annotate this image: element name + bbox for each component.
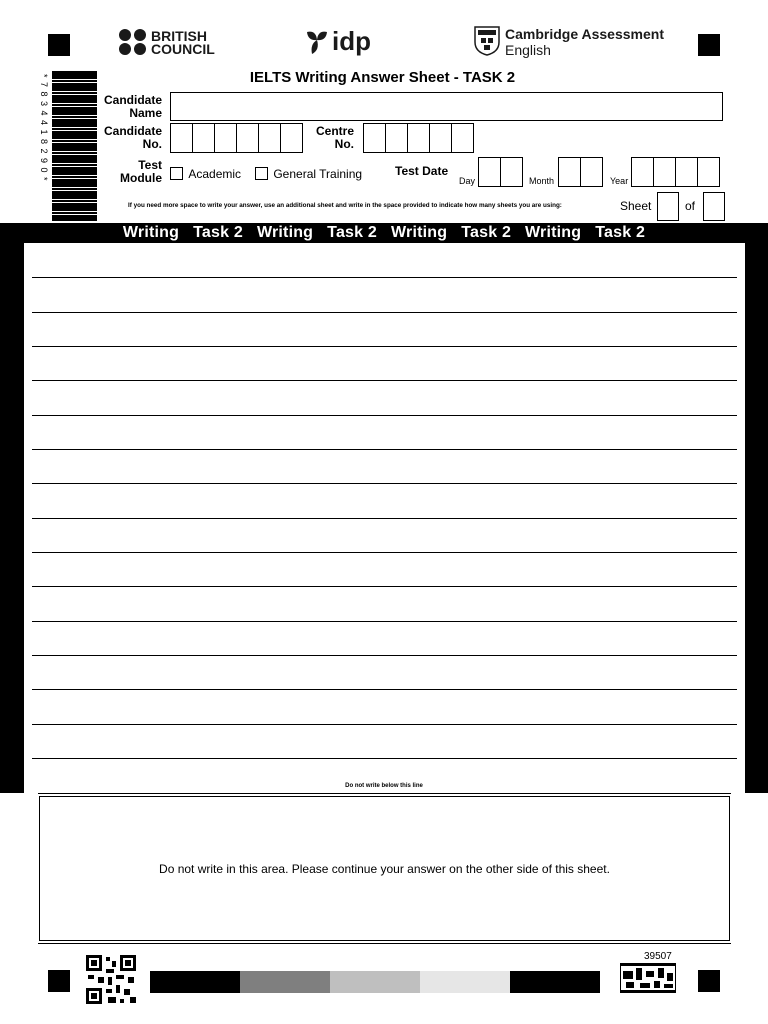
year-cell[interactable] xyxy=(697,157,720,187)
candidate-no-cell[interactable] xyxy=(258,123,281,153)
centre-no-cell[interactable] xyxy=(407,123,430,153)
ruled-line xyxy=(32,312,737,313)
banner-word: Task 2 xyxy=(595,224,646,241)
additional-sheet-instruction: If you need more space to write your answer, use an additional sheet and write in the space provided to indicate how many sheets you are using: xyxy=(128,202,562,209)
centre-no-cell[interactable] xyxy=(429,123,452,153)
cambridge-line1: Cambridge Assessment xyxy=(505,26,664,42)
academic-option[interactable] xyxy=(170,166,241,181)
do-not-write-area-text: Do not write in this area. Please continue your answer on the other side of this sheet. xyxy=(159,861,610,876)
registration-mark-bottom-left xyxy=(48,970,70,992)
banner-word: Writing xyxy=(391,224,448,241)
page-title: IELTS Writing Answer Sheet - TASK 2 xyxy=(249,69,516,86)
vertical-barcode xyxy=(52,71,97,221)
year-cell[interactable] xyxy=(631,157,654,187)
candidate-no-cell[interactable] xyxy=(192,123,215,153)
candidate-no-label-line2: No. xyxy=(142,137,162,151)
centre-no-label xyxy=(300,125,354,151)
general-training-option[interactable] xyxy=(255,166,362,181)
registration-mark-bottom-right xyxy=(698,970,720,992)
registration-mark-top-right xyxy=(698,34,720,56)
ruled-line xyxy=(32,518,737,519)
sheet-total-field[interactable] xyxy=(703,192,725,221)
year-cell[interactable] xyxy=(675,157,698,187)
ruled-line xyxy=(32,621,737,622)
idp-leaf-icon xyxy=(304,28,330,56)
ruled-line xyxy=(32,724,737,725)
candidate-name-label-line2: Name xyxy=(129,106,162,120)
task-banner xyxy=(0,223,768,243)
general-training-label: General Training xyxy=(273,166,363,181)
candidate-no-cell[interactable] xyxy=(236,123,259,153)
british-council-line2: COUNCIL xyxy=(151,41,215,57)
candidate-name-label-line1: Candidate xyxy=(103,93,162,107)
academic-checkbox[interactable] xyxy=(170,167,183,180)
day-cells[interactable] xyxy=(479,157,523,187)
test-module-label xyxy=(96,159,162,185)
centre-no-cells[interactable] xyxy=(364,123,474,153)
divider xyxy=(38,793,731,794)
ruled-line xyxy=(32,586,737,587)
candidate-no-cells[interactable] xyxy=(171,123,303,153)
sheet-label: Sheet xyxy=(620,199,652,213)
registration-mark-top-left xyxy=(48,34,70,56)
banner-word: Task 2 xyxy=(327,224,377,241)
centre-no-cell[interactable] xyxy=(363,123,386,153)
academic-label: Academic xyxy=(188,166,242,181)
candidate-name-label xyxy=(96,94,162,120)
year-label: Year xyxy=(610,176,629,186)
greyscale-patch-mid xyxy=(330,971,420,993)
idp-wordmark: idp xyxy=(332,26,371,56)
cambridge-shield-icon xyxy=(474,26,500,56)
ruled-line xyxy=(32,415,737,416)
divider xyxy=(38,943,731,944)
general-training-checkbox[interactable] xyxy=(255,167,268,180)
cambridge-line2: English xyxy=(505,42,551,58)
day-cell[interactable] xyxy=(478,157,501,187)
banner-word: Writing xyxy=(525,224,582,241)
month-cell[interactable] xyxy=(558,157,581,187)
banner-word: Task 2 xyxy=(461,224,512,241)
banner-word: Writing xyxy=(256,224,314,241)
banner-word: Writing xyxy=(122,224,180,241)
greyscale-patch-light xyxy=(420,971,510,993)
candidate-no-cell[interactable] xyxy=(170,123,193,153)
month-cell[interactable] xyxy=(580,157,603,187)
ruled-line xyxy=(32,380,737,381)
greyscale-patch-dark xyxy=(240,971,330,993)
ruled-line xyxy=(32,483,737,484)
of-label: of xyxy=(685,199,696,213)
ruled-line xyxy=(32,758,737,759)
data-matrix-icon xyxy=(620,963,676,993)
candidate-no-cell[interactable] xyxy=(214,123,237,153)
centre-no-label-line2: No. xyxy=(334,137,354,151)
qr-code-icon xyxy=(86,955,138,1005)
greyscale-strip xyxy=(150,971,600,993)
test-date-label: Test Date xyxy=(395,164,449,178)
year-cell[interactable] xyxy=(653,157,676,187)
greyscale-patch-black xyxy=(510,971,600,993)
british-council-line1: BRITISH xyxy=(151,28,207,44)
banner-word: Task 2 xyxy=(193,224,243,241)
candidate-name-field[interactable] xyxy=(170,92,723,121)
ruled-line xyxy=(32,449,737,450)
day-cell[interactable] xyxy=(500,157,523,187)
candidate-no-label-line1: Candidate xyxy=(103,124,162,138)
do-not-write-below-label: Do not write below this line xyxy=(345,783,423,789)
test-module-label-line1: Test xyxy=(138,158,162,172)
british-council-dots-icon xyxy=(118,28,148,56)
centre-no-cell[interactable] xyxy=(385,123,408,153)
test-module-label-line2: Module xyxy=(120,171,162,185)
candidate-no-label xyxy=(96,125,162,151)
ruled-line xyxy=(32,346,737,347)
sheet-number-field[interactable] xyxy=(657,192,679,221)
ruled-line xyxy=(32,552,737,553)
do-not-write-area xyxy=(39,796,730,941)
month-label: Month xyxy=(529,176,555,186)
greyscale-patch-black xyxy=(150,971,240,993)
centre-no-cell[interactable] xyxy=(451,123,474,153)
year-cells[interactable] xyxy=(632,157,720,187)
centre-no-label-line1: Centre xyxy=(315,124,354,138)
ruled-line xyxy=(32,689,737,690)
day-label: Day xyxy=(459,176,476,186)
barcode-digits: * 7 8 3 4 4 1 8 2 9 0 * xyxy=(39,74,49,182)
ruled-line xyxy=(32,655,737,656)
month-cells[interactable] xyxy=(559,157,603,187)
writing-area[interactable] xyxy=(24,243,745,793)
ruled-line xyxy=(32,277,737,278)
form-number: 39507 xyxy=(644,951,672,962)
